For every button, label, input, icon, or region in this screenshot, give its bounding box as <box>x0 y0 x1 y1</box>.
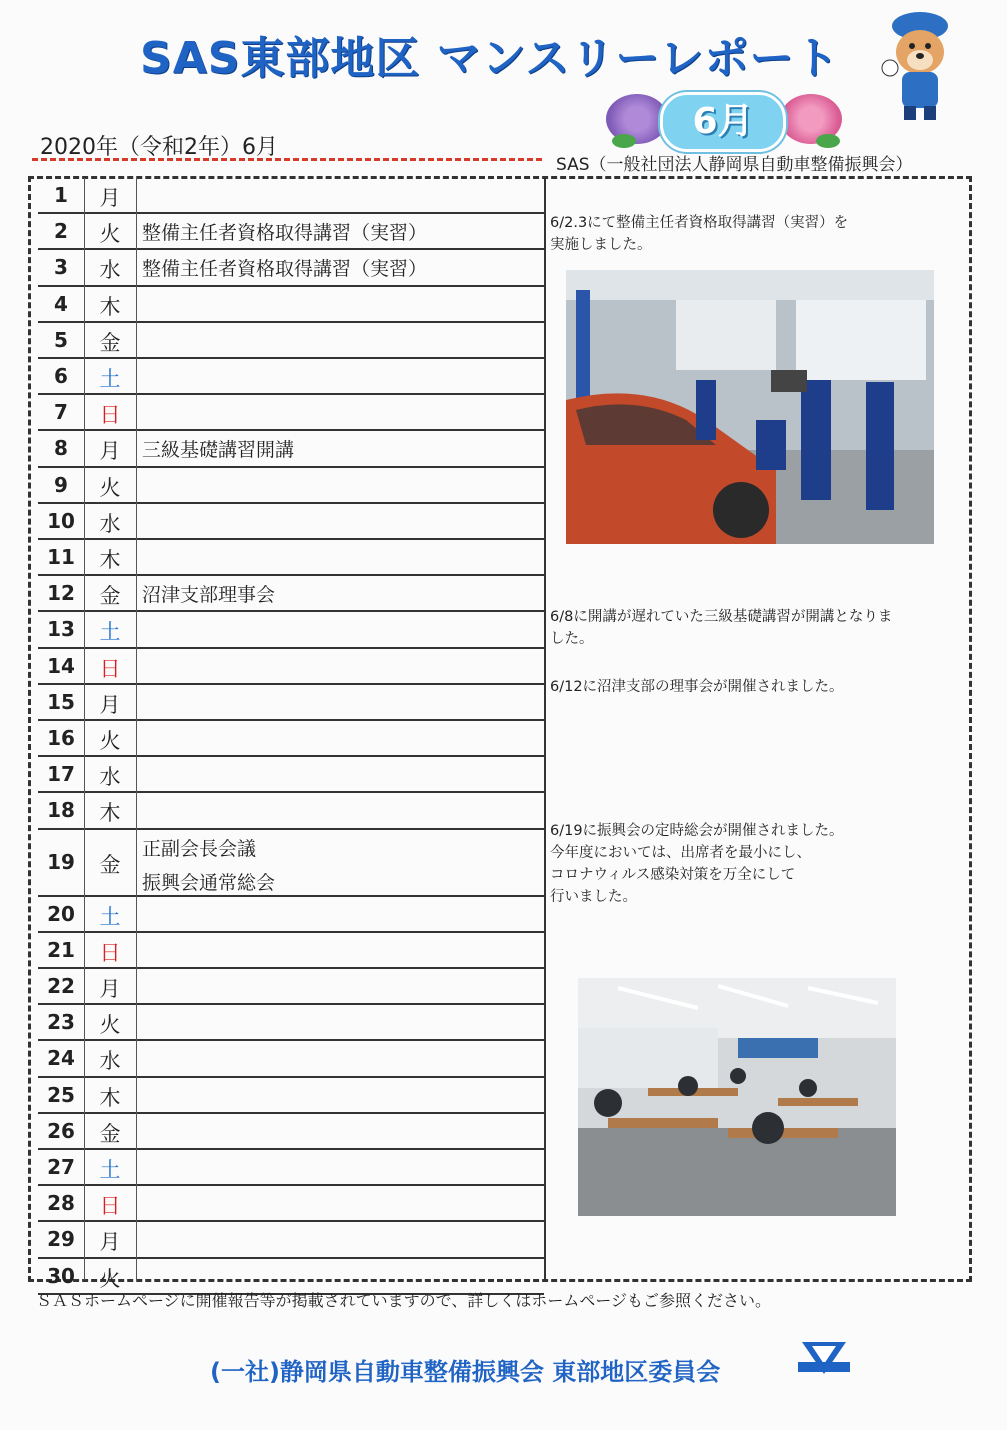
calendar-row <box>38 1005 544 1041</box>
calendar-row <box>38 323 544 359</box>
day-number: 12 <box>47 581 75 606</box>
calendar-row <box>38 359 544 395</box>
weekday-label: 火 <box>99 729 121 754</box>
note-4 <box>550 820 844 908</box>
weekday-label: 日 <box>99 656 121 681</box>
day-number: 25 <box>47 1082 75 1107</box>
day-number: 26 <box>47 1118 75 1143</box>
weekday-label: 日 <box>99 1194 121 1219</box>
footer-org: (一社)静岡県自動車整備振興会 東部地区委員会 <box>210 1358 721 1386</box>
calendar-row <box>38 214 544 250</box>
month-badge: 6月 <box>660 92 786 152</box>
calendar-row <box>38 1150 544 1186</box>
weekday-label: 水 <box>99 765 121 790</box>
weekday-label: 金 <box>99 1121 121 1146</box>
weekday-label: 木 <box>99 294 121 319</box>
note-3 <box>550 676 844 698</box>
weekday-label: 土 <box>99 367 121 392</box>
calendar-row <box>38 395 544 431</box>
event-text: 三級基礎講習開講 <box>142 439 295 462</box>
note-line: 実施しました。 <box>550 237 652 253</box>
weekday-label: 金 <box>99 330 121 355</box>
day-number: 11 <box>47 545 75 570</box>
calendar-row <box>38 612 544 648</box>
weekday-label: 木 <box>99 548 121 573</box>
leaf-left <box>612 134 636 148</box>
weekday-label: 火 <box>99 222 121 247</box>
event-text: 沼津支部理事会 <box>142 584 276 607</box>
calendar-row <box>38 969 544 1005</box>
day-number: 3 <box>54 255 68 280</box>
weekday-label: 水 <box>99 511 121 536</box>
weekday-label: 土 <box>99 904 121 929</box>
weekday-label: 月 <box>99 692 121 717</box>
calendar-row <box>38 897 544 933</box>
event-text: 整備主任者資格取得講習（実習） <box>142 258 428 281</box>
calendar-row <box>38 504 544 540</box>
event-text: 振興会通常総会 <box>142 871 276 894</box>
weekday-label: 水 <box>99 258 121 283</box>
note-line: 6/19に振興会の定時総会が開催されました。 <box>550 823 844 839</box>
day-number: 18 <box>47 798 75 823</box>
day-number: 13 <box>47 617 75 642</box>
day-number: 16 <box>47 726 75 751</box>
day-number: 28 <box>47 1191 75 1216</box>
weekday-label: 火 <box>99 1013 121 1038</box>
day-number: 2 <box>54 219 68 244</box>
calendar-row <box>38 468 544 504</box>
calendar-row <box>38 1222 544 1258</box>
calendar-row <box>38 649 544 685</box>
calendar-row <box>38 721 544 757</box>
day-number: 10 <box>47 508 75 533</box>
mascot-illustration <box>880 6 960 124</box>
day-number: 14 <box>47 653 75 678</box>
date-underline <box>32 158 542 161</box>
note-1 <box>550 212 848 256</box>
weekday-label: 月 <box>99 186 121 211</box>
event-text: 正副会長会議 <box>142 837 257 860</box>
calendar-row <box>38 1041 544 1077</box>
day-number: 6 <box>54 364 68 389</box>
weekday-label: 月 <box>99 977 121 1002</box>
association-logo <box>798 1338 850 1378</box>
note-line: コロナウィルス感染対策を万全にして <box>550 867 796 883</box>
page-title: SAS東部地区 マンスリーレポート <box>140 33 840 84</box>
calendar-row <box>38 793 544 829</box>
day-number: 4 <box>54 291 68 316</box>
note-line: 6/2.3にて整備主任者資格取得講習（実習）を <box>550 215 849 231</box>
calendar-row <box>38 830 544 897</box>
day-number: 7 <box>54 400 68 425</box>
footer-note: ＳＡＳホームページに開催報告等が掲載されていますので、詳しくはホームページもご参照ください。 <box>36 1291 772 1310</box>
weekday-label: 日 <box>99 403 121 428</box>
calendar-row <box>38 1186 544 1222</box>
day-number: 9 <box>54 472 68 497</box>
day-number: 24 <box>47 1046 75 1071</box>
day-number: 1 <box>54 183 68 208</box>
calendar-row <box>38 576 544 612</box>
note-line: 6/12に沼津支部の理事会が開催されました。 <box>550 679 844 695</box>
day-number: 22 <box>47 974 75 999</box>
day-number: 17 <box>47 762 75 787</box>
day-number: 8 <box>54 436 68 461</box>
workshop-photo <box>566 270 934 544</box>
day-number: 19 <box>47 850 75 875</box>
day-number: 21 <box>47 937 75 962</box>
leaf-right <box>816 134 840 148</box>
day-number: 27 <box>47 1155 75 1180</box>
note-line: 行いました。 <box>550 889 637 905</box>
org-subtitle: SAS（一般社団法人静岡県自動車整備振興会） <box>556 155 913 175</box>
calendar-row <box>38 685 544 721</box>
weekday-label: 金 <box>99 853 121 878</box>
report-date: 2020年（令和2年）6月 <box>40 135 278 160</box>
calendar-row <box>38 1078 544 1114</box>
calendar-row <box>38 250 544 286</box>
calendar-row <box>38 287 544 323</box>
calendar-row <box>38 178 544 214</box>
weekday-label: 日 <box>99 940 121 965</box>
weekday-label: 月 <box>99 1230 121 1255</box>
day-number: 23 <box>47 1010 75 1035</box>
day-number: 5 <box>54 327 68 352</box>
divider-notes <box>544 178 546 1280</box>
weekday-label: 木 <box>99 1085 121 1110</box>
note-line: 今年度においては、出席者を最小にし、 <box>550 845 811 861</box>
calendar-row <box>38 933 544 969</box>
weekday-label: 月 <box>99 439 121 464</box>
weekday-label: 土 <box>99 620 121 645</box>
note-line: 6/8に開講が遅れていた三級基礎講習が開講となりま <box>550 609 893 625</box>
note-line: した。 <box>550 631 594 647</box>
weekday-label: 金 <box>99 584 121 609</box>
calendar-row <box>38 1114 544 1150</box>
calendar-row <box>38 431 544 467</box>
weekday-label: 火 <box>99 1266 121 1291</box>
weekday-label: 土 <box>99 1158 121 1183</box>
day-number: 15 <box>47 689 75 714</box>
day-number: 30 <box>47 1263 75 1288</box>
note-2 <box>550 606 892 650</box>
weekday-label: 木 <box>99 801 121 826</box>
calendar-row <box>38 540 544 576</box>
weekday-label: 水 <box>99 1049 121 1074</box>
divider-day <box>84 178 85 1280</box>
divider-weekday <box>136 178 137 1280</box>
event-text: 整備主任者資格取得講習（実習） <box>142 222 428 245</box>
weekday-label: 火 <box>99 475 121 500</box>
calendar-row <box>38 757 544 793</box>
day-number: 29 <box>47 1227 75 1252</box>
day-number: 20 <box>47 901 75 926</box>
meeting-photo <box>578 978 896 1216</box>
